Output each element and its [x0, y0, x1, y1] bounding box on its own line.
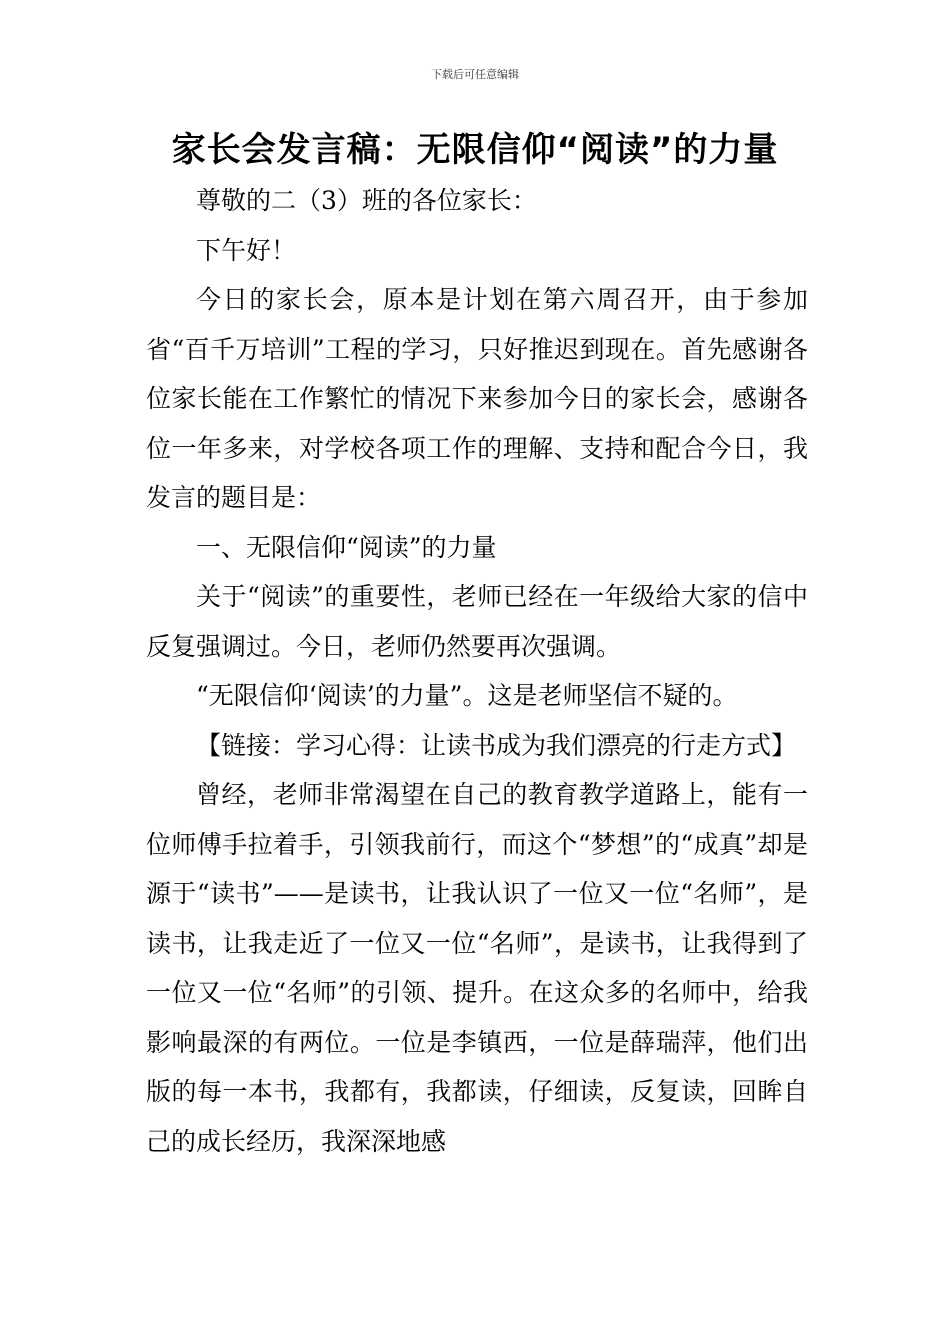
paragraph: 今日的家长会，原本是计划在第六周召开，由于参加省“百千万培训”工程的学习，只好推迟到现在。首先感谢各位家长能在工作繁忙的情况下来参加今日的家长会，感谢各位一年多来，对学校各项工作的理解、支持和配合今日，我发言的题目是： [146, 285, 808, 512]
section-heading: 一、无限信仰“阅读”的力量 [196, 532, 497, 562]
document-body [146, 176, 808, 1166]
paragraph: 关于“阅读”的重要性，老师已经在一年级给大家的信中反复强调过。今日，老师仍然要再次强调。 [146, 582, 808, 661]
salutation: 尊敬的二（3）班的各位家长： [196, 186, 537, 215]
paragraph: 曾经，老师非常渴望在自己的教育教学道路上，能有一位师傅手拉着手，引领我前行，而这个“梦想”的“成真”却是源于“读书”——是读书，让我认识了一位又一位“名师”，是读书，让我走近了一位又一位“名师”，是读书，让我得到了一位又一位“名师”的引领、提升。在这众多的名师中，给我影响最深的有两位。一位是李镇西，一位是薛瑞萍，他们出版的每一本书，我都有，我都读，仔细读，反复读，回眸自己的成长经历，我深深地感 [146, 780, 808, 1156]
document-title: 家长会发言稿：无限信仰“阅读”的力量 [171, 130, 779, 170]
greeting: 下午好！ [196, 235, 297, 265]
link-note: 【链接：学习心得：让读书成为我们漂亮的行走方式】 [196, 730, 797, 760]
header-note: 下载后可任意编辑 [431, 68, 519, 81]
paragraph: “无限信仰‘阅读’的力量”。这是老师坚信不疑的。 [196, 681, 738, 710]
